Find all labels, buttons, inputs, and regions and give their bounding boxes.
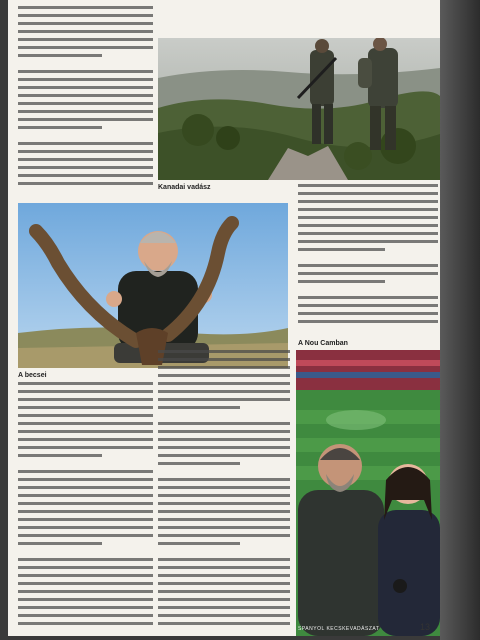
text-line [18,494,153,497]
ibex-trophy-photo [18,203,288,368]
text-line [298,192,438,195]
text-line [158,566,290,569]
text-line [298,312,438,315]
text-line [298,224,438,227]
text-line [158,494,290,497]
text-line [158,606,290,609]
text-line [18,622,153,625]
text-line [18,502,153,505]
text-line [18,22,153,25]
text-line [158,614,290,617]
text-line [18,446,153,449]
text-line [158,590,290,593]
caption-hunters: Kanadai vadász [158,184,211,191]
text-line [18,398,153,401]
text-line [18,606,153,609]
text-line [18,542,102,545]
text-line [18,470,153,473]
text-line [158,502,290,505]
text-line [158,350,290,353]
text-line [158,486,290,489]
text-column-bottom-left [18,382,153,632]
text-line [158,446,290,449]
text-line [18,614,153,617]
text-line [158,430,290,433]
text-line [18,102,153,105]
text-line [18,158,153,161]
text-line [18,534,153,537]
text-line [158,582,290,585]
text-line [158,622,290,625]
text-line [298,280,385,283]
text-line [158,422,290,425]
text-line [18,54,102,57]
text-line [18,150,153,153]
text-line [18,118,153,121]
text-line [298,296,438,299]
text-line [158,510,290,513]
text-line [298,248,385,251]
text-line [158,558,290,561]
text-line [298,232,438,235]
stadium-illustration [296,350,440,636]
text-line [18,558,153,561]
text-column-bottom-middle [158,350,290,632]
text-line [18,526,153,529]
text-line [18,598,153,601]
text-line [158,374,290,377]
text-line [158,574,290,577]
text-line [298,256,438,259]
text-line [298,216,438,219]
text-line [18,86,153,89]
text-line [18,462,153,465]
text-line [18,382,153,385]
text-line [18,62,153,65]
text-line [18,14,153,17]
text-line [298,184,438,187]
text-line [18,486,153,489]
page-number: 13 [419,622,430,632]
text-column-top-left [18,6,153,196]
text-line [158,358,290,361]
text-line [18,94,153,97]
text-line [18,518,153,521]
magazine-page [8,0,440,636]
text-line [158,526,290,529]
text-line [158,518,290,521]
text-line [298,208,438,211]
stadium-photo [296,350,440,636]
text-line [18,510,153,513]
text-line [18,70,153,73]
caption-stadium: A Nou Camban [298,340,348,347]
text-line [18,6,153,9]
text-line [158,462,240,465]
text-line [18,590,153,593]
text-line [298,264,438,267]
text-line [158,542,240,545]
text-line [298,320,438,323]
text-line [18,110,153,113]
text-line [18,78,153,81]
footer-title: SPANYOL KECSKEVADÁSZAT [298,626,380,632]
text-line [18,166,153,169]
text-line [18,550,153,553]
text-line [158,406,240,409]
text-line [18,126,102,129]
page-binding-edge [440,0,480,640]
text-line [18,390,153,393]
ibex-illustration [18,203,288,368]
text-line [158,414,290,417]
text-line [158,398,290,401]
text-line [158,598,290,601]
text-line [18,30,153,33]
text-column-top-right [298,184,438,334]
text-line [18,38,153,41]
text-line [18,566,153,569]
hunters-illustration [158,38,440,180]
text-line [158,366,290,369]
text-line [298,288,438,291]
text-line [158,470,290,473]
text-line [18,182,153,185]
text-line [158,382,290,385]
text-line [18,430,153,433]
text-line [158,478,290,481]
text-line [158,438,290,441]
text-line [18,174,153,177]
text-line [298,240,438,243]
text-line [298,304,438,307]
text-line [158,550,290,553]
text-line [18,414,153,417]
text-line [18,406,153,409]
text-line [18,46,153,49]
text-line [18,454,102,457]
hunters-photo [158,38,440,180]
text-line [18,422,153,425]
text-line [18,582,153,585]
text-line [158,534,290,537]
text-line [298,272,438,275]
text-line [298,200,438,203]
text-line [18,142,153,145]
text-line [18,134,153,137]
text-line [18,574,153,577]
text-line [18,438,153,441]
text-line [158,390,290,393]
text-line [18,478,153,481]
caption-ibex: A becsei [18,372,47,379]
text-line [158,454,290,457]
